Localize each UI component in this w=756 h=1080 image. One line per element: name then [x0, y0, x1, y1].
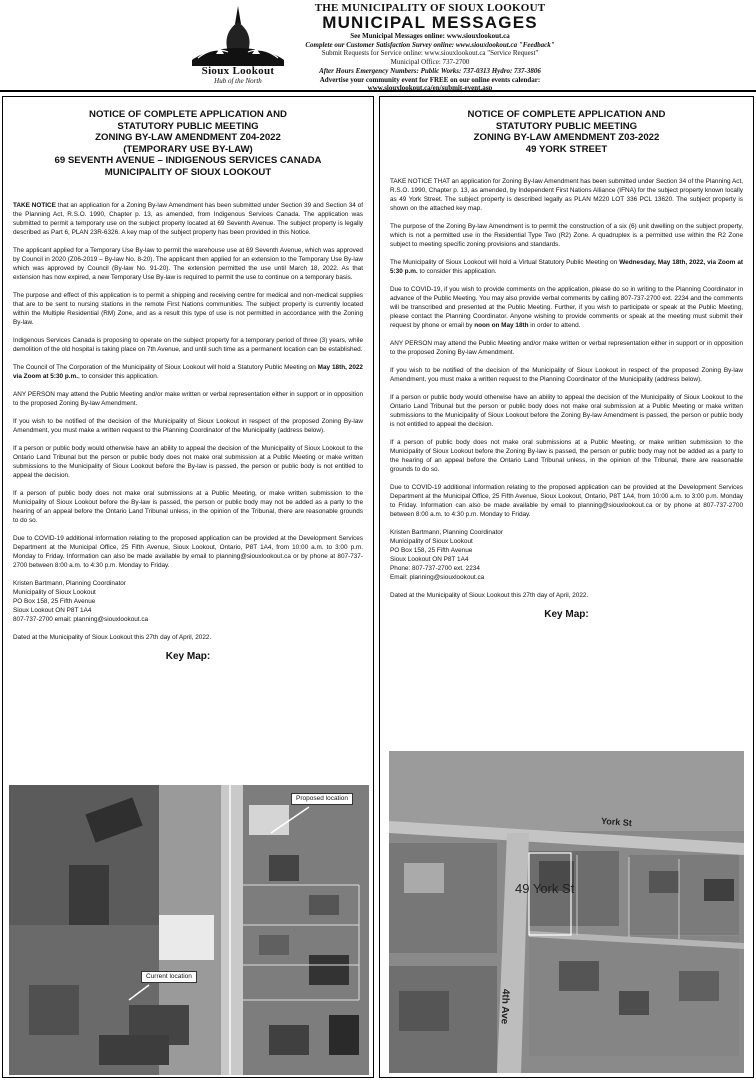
current-location-label: Current location: [141, 971, 197, 983]
contact-line: Sioux Lookout ON P8T 1A4: [390, 556, 469, 564]
paragraph: TAKE NOTICE THAT an application for Zoning By-law Amendment has been submitted under Section 34 of the Planning Act, R.S.O. 1990, Chapter p. 13, as amended, by Independent First Nations Alliance (IFNA) for the subject property known locally as 49 York Street. The subject property is described legally as PLAN M220 LOT 336 PCL 13620. The subject property is shown on the attached key map.: [390, 178, 743, 213]
paragraph: [13, 363, 363, 381]
notice-title: [390, 109, 743, 155]
contact-line: Kristen Bartmann, Planning Coordinator: [13, 579, 126, 587]
york-st-label: York St: [600, 815, 633, 829]
contact-block: [390, 528, 743, 582]
paragraph: The purpose of the Zoning By-law Amendment is to permit the construction of a six (6) unit dwelling on the subject property, which is not a permitted use in the Residential Type Two (R2) Zone. A quadruplex is a permitted use within the R2 Zone subject to meeting specific zoning provisions and standards.: [390, 223, 743, 249]
contact-line: Email: planning@siouxlookout.ca: [390, 574, 485, 582]
paragraph-text: in order to attend.: [528, 322, 581, 330]
aerial-photo: [9, 785, 369, 1075]
paragraph: The purpose and effect of this application is to permit a shipping and receiving centre for medical and non-medical supplies that are to be sent to nursing stations in the remote First Nations communities. The subject property is currently located within the Multiple Residential (RM) Zone, and as a result this type of use is not permitted in accordance with the Zoning By-law.: [13, 291, 363, 326]
title-line: NOTICE OF COMPLETE APPLICATION AND: [467, 109, 666, 120]
paragraph-text: The Council of The Corporation of the Municipality of Sioux Lookout will hold a Statutory Public Meeting on: [13, 363, 318, 371]
title-line: NOTICE OF COMPLETE APPLICATION AND: [89, 109, 287, 120]
paragraph-text: that an application for a Zoning By-law Amendment has been submitted under Section 39 and Section 34 of the Planning Act, R.S.O. 1990, Chapter p. 13, as amended, from Indigenous Services Canada. The application was submitted to permit a temporary use on the subject property located at 69 Seventh Avenue. The subject property is legally described as Part 6, PLAN 23R-6326. A key map of the subject property has been provided in this Notice.: [13, 201, 364, 236]
paragraph: If a person of public body does not make oral submissions at a Public Meeting, or make written submission to the Municipality of Sioux Lookout before the By-law is passed, the person or public body may not be added as a party to the hearing of an appeal before the Ontario Land Tribunal unless, in the opinion of the Tribunal, there are reasonable grounds to do so.: [13, 489, 363, 524]
logo-tagline: Hub of the North: [214, 77, 262, 85]
masthead-text: [292, 2, 568, 93]
notice-z04-2022: [2, 96, 374, 1078]
paragraph: If a person or public body would otherwise have an ability to appeal the decision of the Municipality of Sioux Lookout to the Ontario Land Tribunal but the person or public body does not make oral submission at a Public Meeting or make written submissions to the Municipality of Sioux Lookout before the By-law is passed, the person or public body is not entitled to appeal the decision.: [13, 444, 363, 479]
contact-line: Sioux Lookout ON P8T 1A4: [13, 606, 92, 614]
contact-line: Phone: 807-737-2700 ext. 2234: [390, 565, 480, 573]
masthead-header: [0, 0, 756, 92]
meeting-date: May 18th, 2022 via Zoom at 5:30 p.m.: [13, 363, 363, 380]
paragraph: If you wish to be notified of the decision of the Municipality of Sioux Lookout in respect of the proposed Zoning By-law Amendment, you must make a written request to the Planning Coordinator of the Municipality (address below).: [390, 367, 743, 384]
paragraph: The applicant applied for a Temporary Use By-law to permit the warehouse use at 69 Seventh Avenue, which was approved by Council in 2020 (Z06-2019 – By-law No. 8-20). The applicant then applied for an extension to the Temporary Use By-law which was approved by Council (By-law No. 91-20). The extension permitted the use until March 18, 2022. As that extension has now expired, a new Temporary Use By-law is required to permit the use to continue on a temporary basis.: [13, 246, 363, 281]
contact-block: [13, 579, 363, 624]
paragraph: If you wish to be notified of the decision of the Municipality of Sioux Lookout in respect of the proposed Zoning By-law Amendment, you must make a written request to the Planning Coordinator of the Municipality (address below).: [13, 417, 363, 434]
masthead-line: See Municipal Messages online: www.siouxlookout.ca: [350, 32, 510, 40]
masthead-top: THE MUNICIPALITY OF SIOUX LOOKOUT: [314, 2, 546, 14]
masthead-line: Complete our Customer Satisfaction Survey online: www.siouxlookout.ca "Feedback": [305, 40, 555, 49]
paragraph: ANY PERSON may attend the Public Meeting and/or make written or verbal representation either in support or in opposition to the proposed Zoning By-law Amendment.: [13, 390, 363, 407]
paragraph: If a person of public body does not make oral submissions at a Public Meeting, or make written submission to the Municipality of Sioux Lookout before the Zoning By-law is passed, the person or public body may not be added as a party to the hearing of an appeal before the Ontario Land Tribunal unless, in the opinion of the Tribunal, there are reasonable grounds to do so.: [390, 439, 743, 474]
keymap-title: Key Map:: [165, 650, 211, 662]
address-label: 49 York St: [515, 881, 575, 896]
masthead-line: Advertise your community event for FREE on our online events calendar:: [319, 75, 541, 84]
masthead-line: Submit Requests for Service online: www.siouxlookout.ca "Service Request": [321, 49, 539, 58]
contact-line: PO Box 158, 25 Fifth Avenue: [13, 597, 96, 605]
notice-body: [390, 177, 743, 621]
contact-line: Kristen Bartmann, Planning Coordinator: [390, 529, 503, 537]
notice-z03-2022: [379, 96, 754, 1078]
title-line: STATUTORY PUBLIC MEETING: [495, 120, 638, 132]
paragraph: [390, 258, 743, 276]
proposed-location-label: Proposed location: [291, 793, 353, 805]
contact-line: 807-737-2700 email: planning@siouxlookout.ca: [13, 615, 149, 623]
dated-line: Dated at the Municipality of Sioux Lookout this 27th day of April, 2022.: [390, 592, 589, 600]
deadline: noon on May 18th: [474, 322, 529, 330]
paragraph: [13, 201, 363, 237]
paragraph: Due to COVID-19 additional information relating to the proposed application can be provided at the Development Services Department at the Municipal Office, 25 Fifth Avenue, Sioux Lookout, Ontario, P8T 1A4, from 10:00 a.m. to 3:00 p.m. Monday to Friday. Information can also be made available by email to planning@siouxlookout.ca or by phone at 807-737-2700 between 8:00 a.m. to 4:30 p.m. Monday to Friday.: [13, 534, 363, 569]
key-map-aerial: [389, 751, 744, 1073]
paragraph: ANY PERSON may attend the Public Meeting and/or make written or verbal representation either in support or in opposition to the proposed Zoning By-law Amendment.: [390, 340, 743, 357]
paragraph-text: to consider this application.: [417, 268, 497, 276]
masthead-line: Municipal Office: 737-2700: [390, 58, 470, 67]
paragraph: If a person or public body would otherwise have an ability to appeal the decision of the Municipality of Sioux Lookout to the Ontario Land Tribunal but the person or public body does not make oral submission at a Public Meeting or make written submissions to the Municipality of Sioux Lookout before the Zoning By-law Amendment is passed, the person or public body is not entitled to appeal the decision.: [390, 394, 743, 429]
paragraph-text: The Municipality of Sioux Lookout will hold a Virtual Statutory Public Meeting on: [390, 259, 620, 267]
take-notice-lead: TAKE NOTICE: [13, 201, 56, 209]
title-line: ZONING BY-LAW AMENDMENT Z04-2022: [95, 132, 281, 144]
title-line: (TEMPORARY USE BY-LAW): [123, 143, 253, 155]
contact-line: Municipality of Sioux Lookout: [390, 538, 473, 546]
aerial-photo: [389, 751, 744, 1073]
logo-name: Sioux Lookout: [201, 65, 275, 77]
logo-text: [188, 66, 288, 85]
fourth-ave-label: 4th Ave: [498, 988, 511, 1025]
keymap-title: Key Map:: [544, 609, 589, 621]
paragraph-text: , to consider this application.: [78, 372, 159, 380]
masthead-line: www.siouxlookout.ca/en/submit-event.asp: [367, 84, 493, 93]
paragraph-text: Due to COVID-19, if you wish to provide comments on the application, please do so in writing to the Planning Coordinator in advance of the Public Meeting. You may also provide verbal comments by calling 807-737-2700 ext. 2234 and the comments will be transcribed and presented at the Public Meeting. Further, if you wish to participate or speak at the Public Meeting, please contact the Planning Coordinator. Anyone wishing to provide comments or speak at the meeting must submit their request by phone or email by: [390, 286, 743, 330]
paragraph: Indigenous Services Canada is proposing to operate on the subject property for a temporary period of three (3) years, while demolition of the old hospital is taking place on 7th Avenue, and until such time as a permanent location can be established.: [13, 336, 363, 353]
paragraph: [390, 285, 743, 330]
notice-title: [13, 109, 363, 179]
contact-line: PO Box 158, 25 Fifth Avenue: [390, 547, 473, 555]
title-line: ZONING BY-LAW AMENDMENT Z03-2022: [473, 132, 660, 144]
title-line: 49 YORK STREET: [525, 143, 608, 155]
title-line: MUNICIPALITY OF SIOUX LOOKOUT: [104, 166, 272, 178]
contact-line: Municipality of Sioux Lookout: [13, 588, 96, 596]
title-line: STATUTORY PUBLIC MEETING: [117, 120, 259, 132]
masthead-title: MUNICIPAL MESSAGES: [322, 13, 538, 32]
title-line: 69 SEVENTH AVENUE – INDIGENOUS SERVICES CANADA: [54, 155, 322, 167]
dated-line: Dated at the Municipality of Sioux Lookout this 27th day of April, 2022.: [13, 633, 212, 641]
meeting-date: Wednesday, May 18th, 2022, via Zoom at 5:30 p.m.: [390, 259, 743, 276]
key-map-aerial: [9, 785, 369, 1075]
notice-body: [13, 201, 363, 663]
paragraph: Due to COVID-19 additional information relating to the proposed application can be provided at the Development Services Department at the Municipal Office, 25 Fifth Avenue, Sioux Lookout, Ontario, P8T 1A4, from 10:00 a.m. to 3:00 p.m. Monday to Friday. Information can also be made available by email to planning@siouxlookout.ca or by phone at 807-737-2700 between 8:00 a.m. to 4:30 p.m. Monday to Friday.: [390, 484, 743, 519]
masthead-line: After Hours Emergency Numbers: Public Works: 737-0313 Hydro: 737-3806: [319, 66, 541, 75]
